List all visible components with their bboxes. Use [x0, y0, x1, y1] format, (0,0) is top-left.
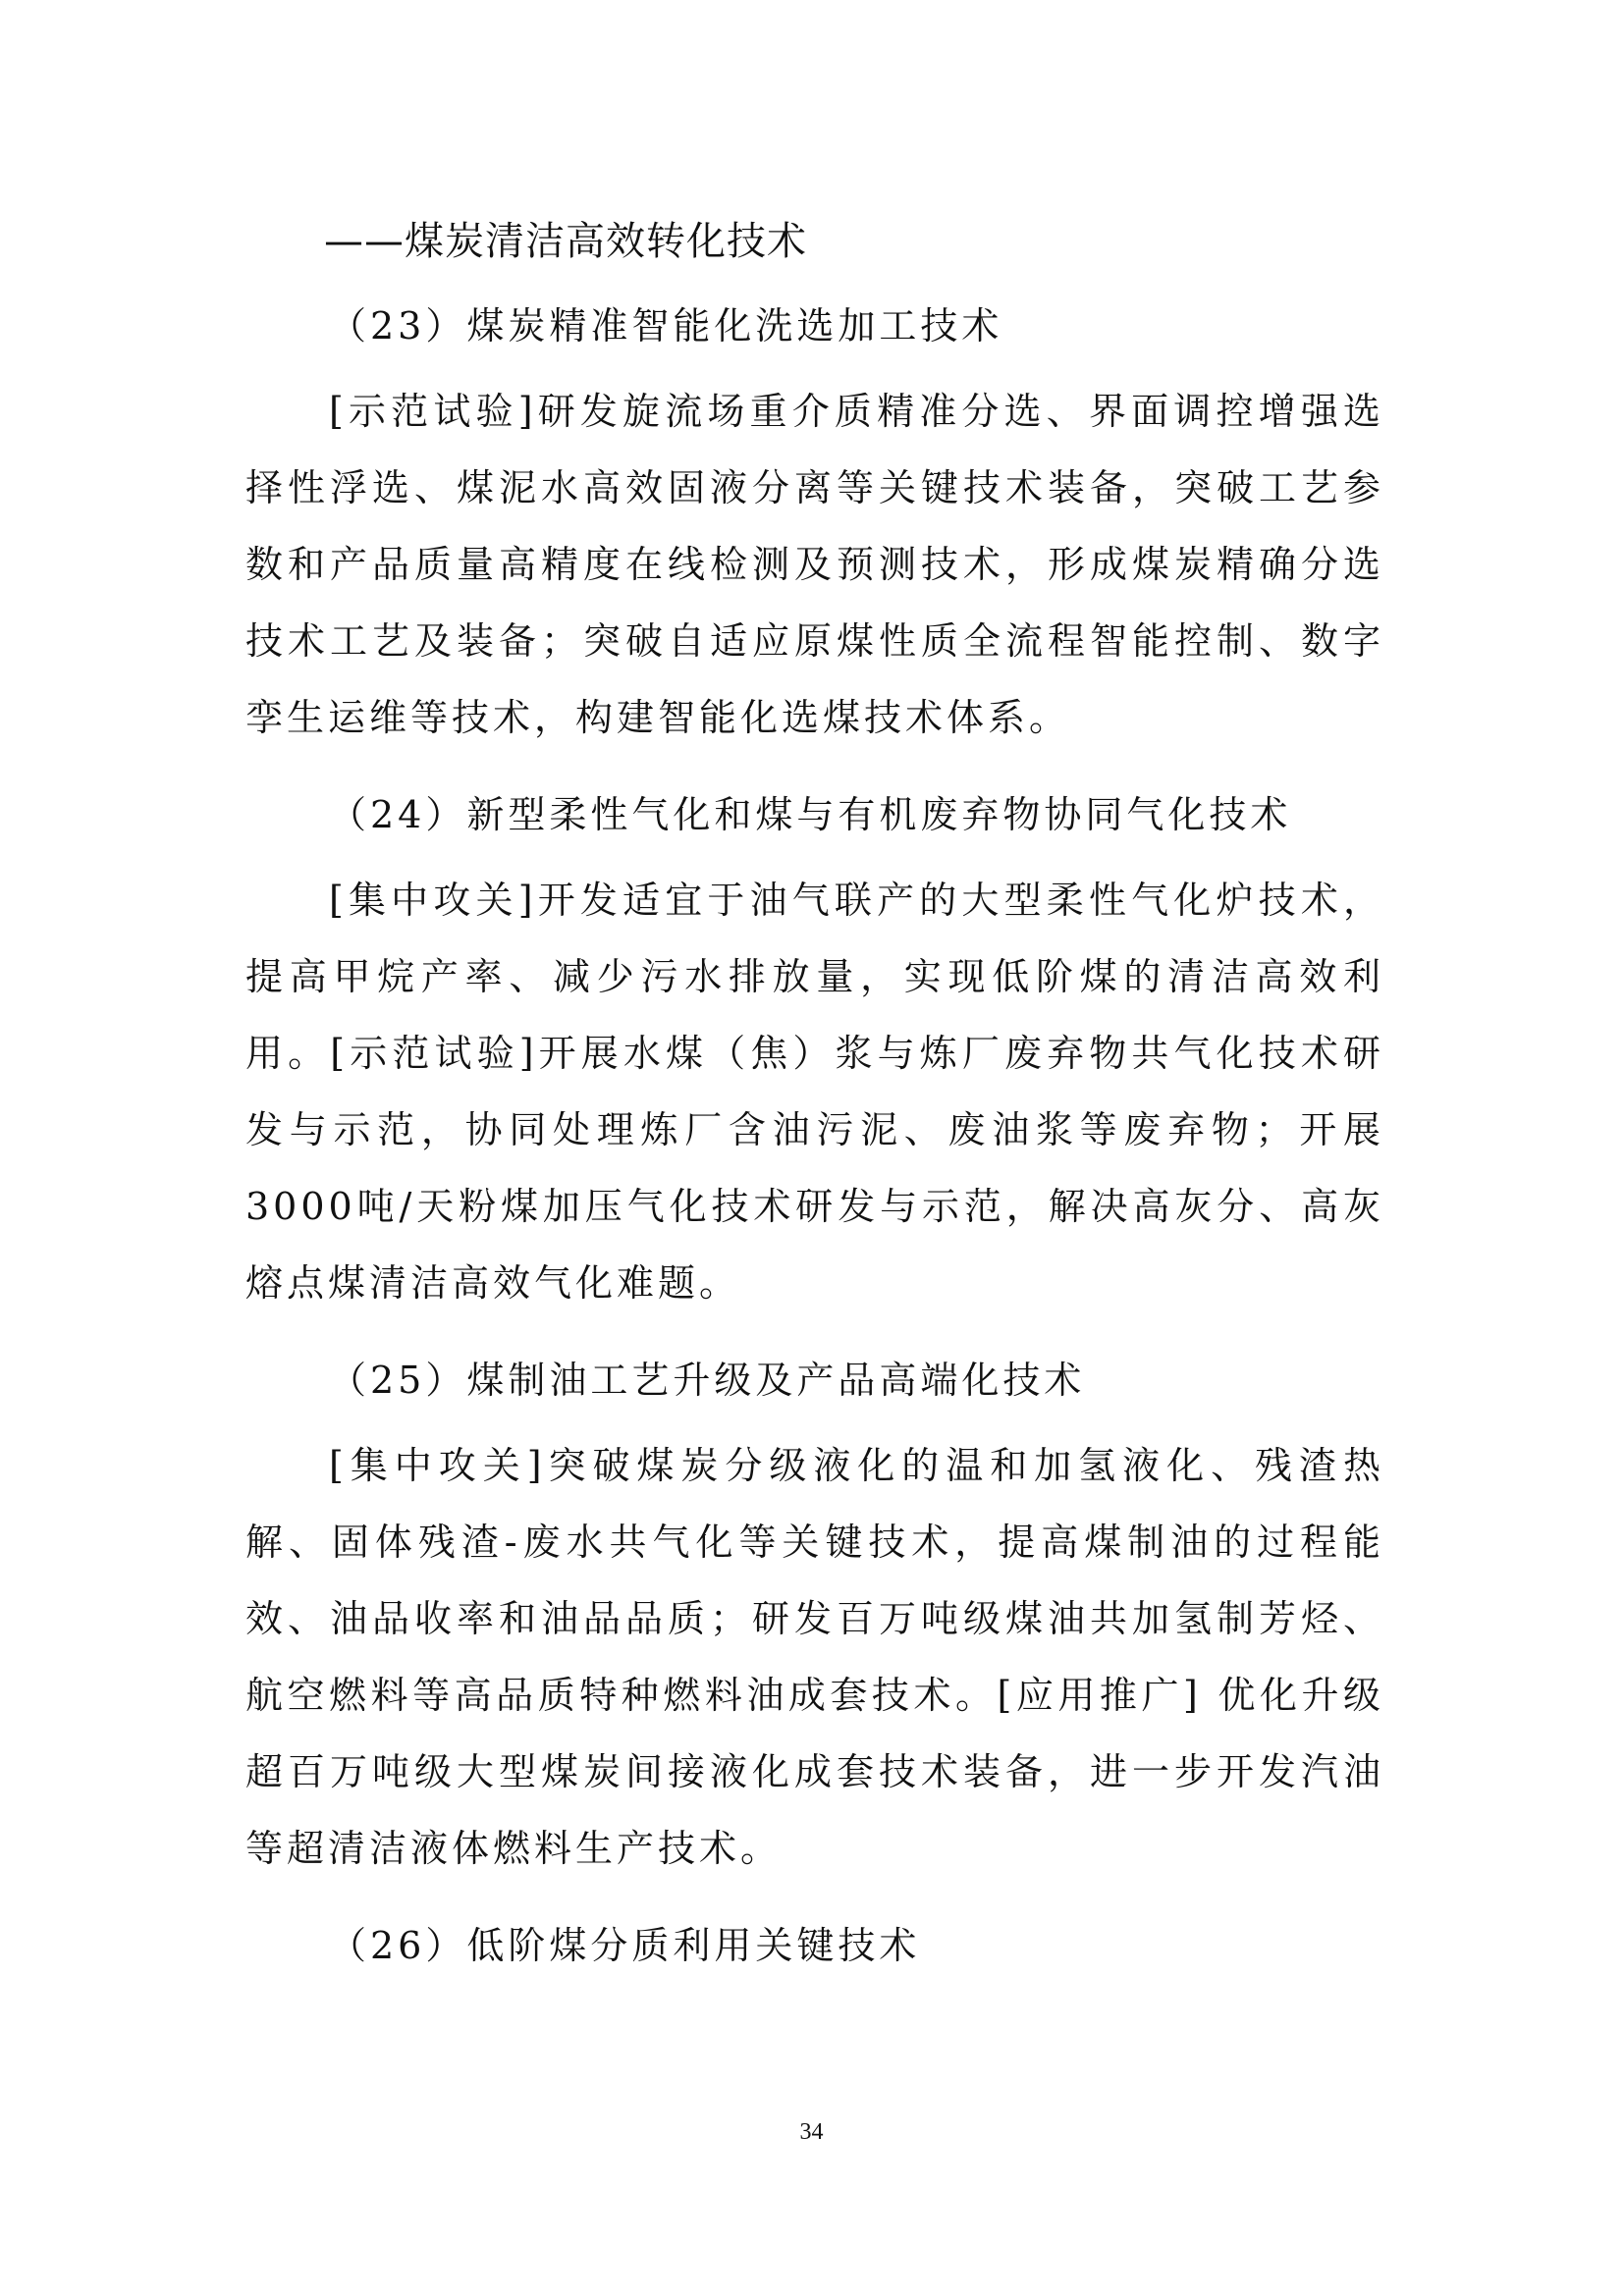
page-number: 34 — [799, 2119, 824, 2145]
item-body-25: [集中攻关]突破煤炭分级液化的温和加氢液化、残渣热解、固体残渣-废水共气化等关键技术，提高煤制油的过程能效、油品收率和油品品质；研发百万吨级煤油共加氢制芳烃、航空燃料等高品质特种燃料油成套技术。[应用推广] 优化升级超百万吨级大型煤炭间接液化成套技术装备，进一步开发汽油等超清洁液体燃料生产技术。 — [245, 1444, 1384, 1870]
item-heading-25: （25）煤制油工艺升级及产品高端化技术 — [329, 1359, 1086, 1402]
item-heading-23: （23）煤炭精准智能化洗选加工技术 — [329, 304, 1003, 347]
item-body-23: [示范试验]研发旋流场重介质精准分选、界面调控增强选择性浮选、煤泥水高效固液分离等关键技术装备，突破工艺参数和产品质量高精度在线检测及预测技术，形成煤炭精确分选技术工艺及装备；突破自适应原煤性质全流程智能控制、数字孪生运维等技术，构建智能化选煤技术体系。 — [245, 390, 1384, 739]
section-title: ——煤炭清洁高效转化技术 — [324, 219, 807, 264]
item-body-24: [集中攻关]开发适宜于油气联产的大型柔性气化炉技术，提高甲烷产率、减少污水排放量，实现低阶煤的清洁高效利用。[示范试验]开展水煤（焦）浆与炼厂废弃物共气化技术研发与示范，协同处理炼厂含油污泥、废油浆等废弃物；开展3000吨/天粉煤加压气化技术研发与示范，解决高灰分、高灰熔点煤清洁高效气化难题。 — [245, 879, 1384, 1305]
item-heading-24: （24）新型柔性气化和煤与有机废弃物协同气化技术 — [329, 793, 1292, 836]
item-heading-26: （26）低阶煤分质利用关键技术 — [329, 1924, 921, 1967]
